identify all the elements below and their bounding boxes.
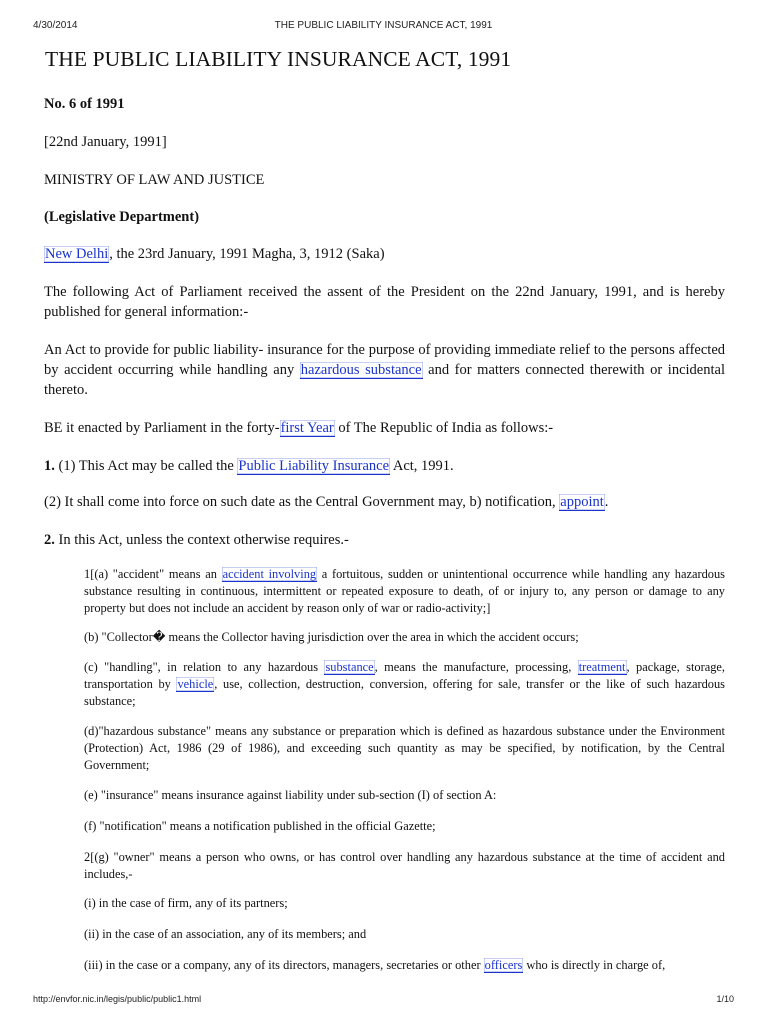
section-1: 1. (1) This Act may be called the Public Liability Insurance Act, 1991. — [44, 458, 454, 474]
definition-owner: 2[(g) "owner" means a person who owns, or has control over handling any hazardous substance at the time of accident and includes,- — [84, 850, 725, 881]
definition-collector: (b) "Collector� means the Collector having jurisdiction over the area in which the accident occurs; — [84, 630, 579, 644]
enactment-paragraph: BE it enacted by Parliament in the forty-first Year of The Republic of India as follows:- — [44, 420, 554, 436]
owner-clause-i: (i) in the case of firm, any of its partners; — [84, 896, 288, 910]
print-footer — [33, 994, 734, 1008]
definition-handling: (c) "handling", in relation to any hazardous substance, means the manufacture, processing, treatment, package, storage, transportation by vehicle, use, collection, destruction, conversion, offering for sale, transfer or the like of such hazardous substance; — [84, 660, 726, 708]
public-liability-insurance-link[interactable]: Public Liability Insurance — [238, 458, 390, 474]
hazardous-substance-link[interactable]: hazardous substance — [300, 362, 422, 378]
treatment-link[interactable]: treatment — [578, 660, 626, 674]
place-date-line: New Delhi, the 23rd January, 1991 Magha, 3, 1912 (Saka) — [45, 246, 385, 262]
owner-clause-ii: (ii) in the case of an association, any of its members; and — [84, 927, 367, 941]
page-number: 1/10 — [716, 994, 734, 1004]
preamble-paragraph: An Act to provide for public liability- insurance for the purpose of providing immediate relief to the persons affected by accident occurring while handling any hazardous substance and for matters connected therewith or incidental thereto. — [44, 342, 725, 398]
vehicle-link[interactable]: vehicle — [177, 677, 214, 691]
print-date: 4/30/2014 — [33, 20, 78, 31]
section-2: 2. In this Act, unless the context otherwise requires.- — [44, 532, 349, 548]
definition-hazardous-substance: (d)"hazardous substance" means any substance or preparation which is defined as hazardous substance under the Environment (Protection) Act, 1986 (29 of 1986), and exceeding such quantity as may be specified, by notification, by the Central Government; — [84, 724, 725, 772]
ministry-heading: MINISTRY OF LAW AND JUSTICE — [44, 172, 265, 188]
definition-accident: 1[(a) "accident" means an accident involving a fortuitous, sudden or unintentional occurrence while handling any hazardous substance resulting in continuous, intermittent or repeated exposure to death, of or injury to, any person or damage to any property but does not include an accident by reason only of war or radio-activity;] — [84, 567, 726, 615]
accident-involving-link[interactable]: accident involving — [222, 567, 317, 581]
document-title: THE PUBLIC LIABILITY INSURANCE ACT, 1991 — [45, 47, 512, 71]
print-title: THE PUBLIC LIABILITY INSURANCE ACT, 1991 — [274, 20, 493, 31]
print-header — [33, 20, 734, 34]
definition-insurance: (e) "insurance" means insurance against liability under sub-section (I) of section A: — [84, 788, 497, 802]
page-url: http://envfor.nic.in/legis/public/public1.html — [33, 994, 202, 1004]
definition-notification: (f) "notification" means a notification published in the official Gazette; — [84, 819, 436, 833]
appoint-link[interactable]: appoint — [560, 494, 604, 510]
act-number: No. 6 of 1991 — [44, 96, 125, 112]
section-1-2: (2) It shall come into force on such date as the Central Government may, b) notification, appoint. — [44, 494, 609, 510]
substance-link[interactable]: substance — [325, 660, 374, 674]
officers-link[interactable]: officers — [484, 958, 523, 972]
owner-clause-iii: (iii) in the case or a company, any of its directors, managers, secretaries or other officers who is directly in charge of, — [84, 958, 666, 972]
first-year-link[interactable]: first Year — [280, 420, 334, 436]
department-heading: (Legislative Department) — [44, 209, 200, 225]
assent-paragraph: The following Act of Parliament received the assent of the President on the 22nd January, 1991, and is hereby published for general information:- — [44, 284, 725, 320]
act-date: [22nd January, 1991] — [44, 134, 167, 150]
new-delhi-link[interactable]: New Delhi — [45, 246, 109, 262]
